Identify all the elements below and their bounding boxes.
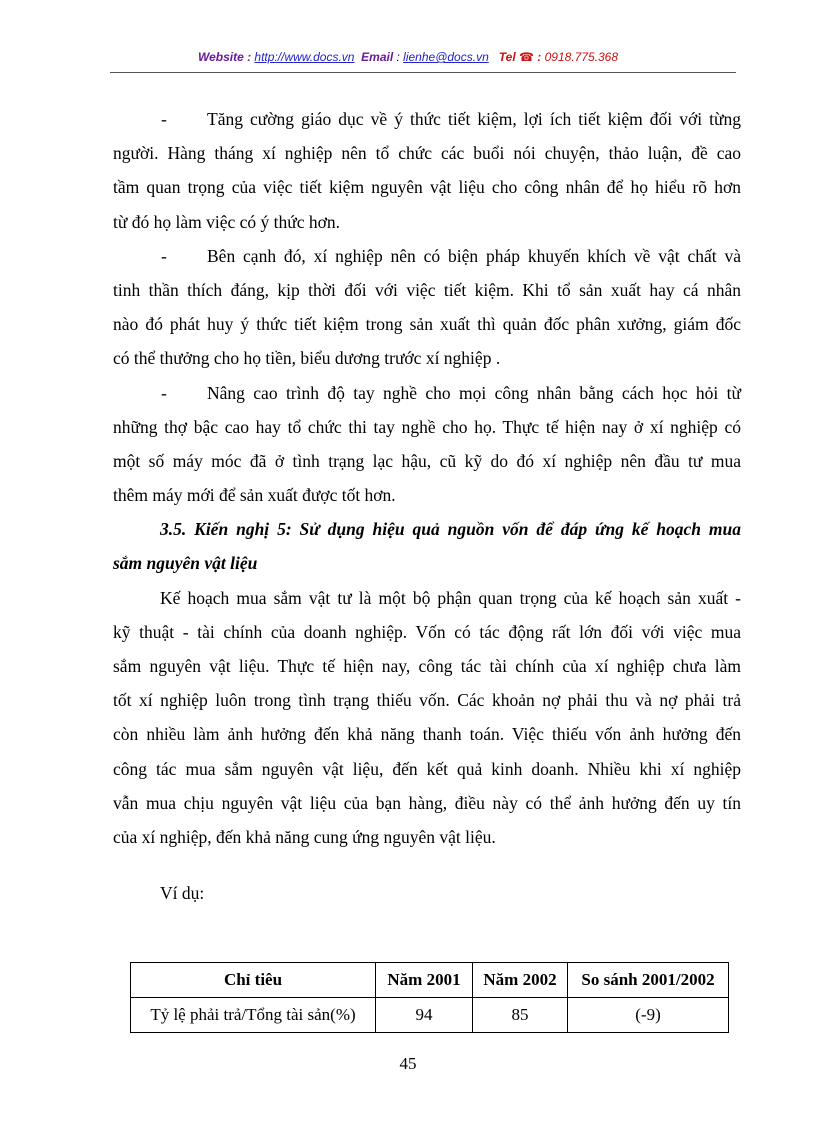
table-cell: 94: [376, 998, 473, 1033]
example-label: Ví dụ:: [160, 883, 205, 904]
heading-line: sắm nguyên vật liệu: [113, 553, 258, 574]
text-line: - Nâng cao trình độ tay nghề cho mọi công nhân bằng cách học hỏi từ: [113, 376, 741, 410]
bullet-paragraph: [113, 239, 741, 376]
document-body: [113, 102, 741, 910]
header-divider: [110, 72, 736, 73]
bullet-dash: -: [161, 245, 167, 266]
text-line: người. Hàng tháng xí nghiệp nên tổ chức các buổi nói chuyện, thảo luận, đề cao: [113, 143, 741, 164]
text-line: công tác mua sắm nguyên vật liệu, đến kết quả kinh doanh. Nhiều khi xí nghiệp: [113, 758, 741, 779]
text-line: từ đó họ làm việc có ý thức hơn.: [113, 211, 340, 232]
text-line: có thể thưởng cho họ tiền, biểu dương trước xí nghiệp .: [113, 348, 501, 369]
website-label: Website :: [197, 50, 252, 64]
bullet-dash: -: [161, 109, 167, 129]
text-line: một số máy móc đã ở tình trạng lạc hậu, cũ kỹ do đó xí nghiệp nên đầu tư mua: [113, 450, 741, 471]
text-line: - Tăng cường giáo dục về ý thức tiết kiệm, lợi ích tiết kiệm đối với từng: [113, 102, 741, 136]
page-header: [0, 50, 816, 64]
phone-number: 0918.775.368: [544, 50, 619, 64]
text-line: của xí nghiệp, đến khả năng cung ứng nguyên vật liệu.: [113, 826, 496, 847]
text-line: thêm máy mới để sản xuất được tốt hơn.: [113, 485, 396, 506]
text-line: những thợ bậc cao hay tổ chức thi tay nghề cho họ. Thực tế hiện nay ở xí nghiệp có: [113, 416, 741, 437]
text-line: vẫn mua chịu nguyên vật liệu của bạn hàng, điều này có thể ảnh hưởng đến uy tín: [113, 792, 741, 813]
table-cell: (-9): [568, 998, 729, 1033]
email-link[interactable]: lienhe@docs.vn: [403, 50, 489, 64]
table-cell: Tỷ lệ phải trả/Tổng tài sản(%): [131, 998, 376, 1033]
text-line: kỹ thuật - tài chính của doanh nghiệp. Vốn có tác động rất lớn đối với việc mua: [113, 621, 741, 642]
table-cell: 85: [473, 998, 568, 1033]
data-table: [130, 962, 729, 1033]
text-line: nào đó phát huy ý thức tiết kiệm trong sản xuất thì quản đốc phân xưởng, giám đốc: [113, 314, 741, 335]
text-line: Kế hoạch mua sắm vật tư là một bộ phận quan trọng của kế hoạch sản xuất -: [160, 587, 741, 608]
phone-icon: Tel ☎ :: [498, 50, 542, 64]
table-header-cell: So sánh 2001/2002: [568, 963, 729, 998]
text-line: tầm quan trọng của việc tiết kiệm nguyên vật liệu cho công nhân để họ hiểu rõ hơn: [113, 177, 741, 198]
text-line: tốt xí nghiệp luôn trong tình trạng thiếu vốn. Các khoản nợ phải thu và nợ phải trả: [113, 690, 741, 711]
bullet-paragraph: [113, 102, 741, 239]
text-line: sắm nguyên vật liệu. Thực tế hiện nay, công tác tài chính của xí nghiệp chưa làm: [113, 656, 741, 676]
bullet-dash: -: [161, 382, 167, 403]
table-header-cell: Năm 2002: [473, 963, 568, 998]
text-line: - Bên cạnh đó, xí nghiệp nên có biện pháp khuyến khích về vật chất và: [113, 239, 741, 273]
body-paragraph: [113, 581, 741, 855]
email-label: Email: [361, 50, 394, 64]
heading-line: 3.5. Kiến nghị 5: Sử dụng hiệu quả nguồn vốn để đáp ứng kế hoạch mua: [160, 519, 741, 540]
page-number: 45: [399, 1054, 417, 1073]
table-header-cell: Chỉ tiêu: [131, 963, 376, 998]
table-header-row: [131, 963, 729, 998]
section-heading: [113, 512, 741, 580]
table-header-cell: Năm 2001: [376, 963, 473, 998]
bullet-paragraph: [113, 376, 741, 513]
table-row: [131, 998, 729, 1033]
text-line: tinh thần thích đáng, kịp thời đối với việc tiết kiệm. Khi tổ sản xuất hay cá nhân: [113, 279, 741, 300]
text-line: còn nhiều làm ảnh hưởng đến khả năng thanh toán. Việc thiếu vốn ảnh hưởng đến: [113, 724, 741, 745]
website-link[interactable]: http://www.docs.vn: [254, 50, 355, 64]
email-separator: :: [393, 50, 400, 64]
